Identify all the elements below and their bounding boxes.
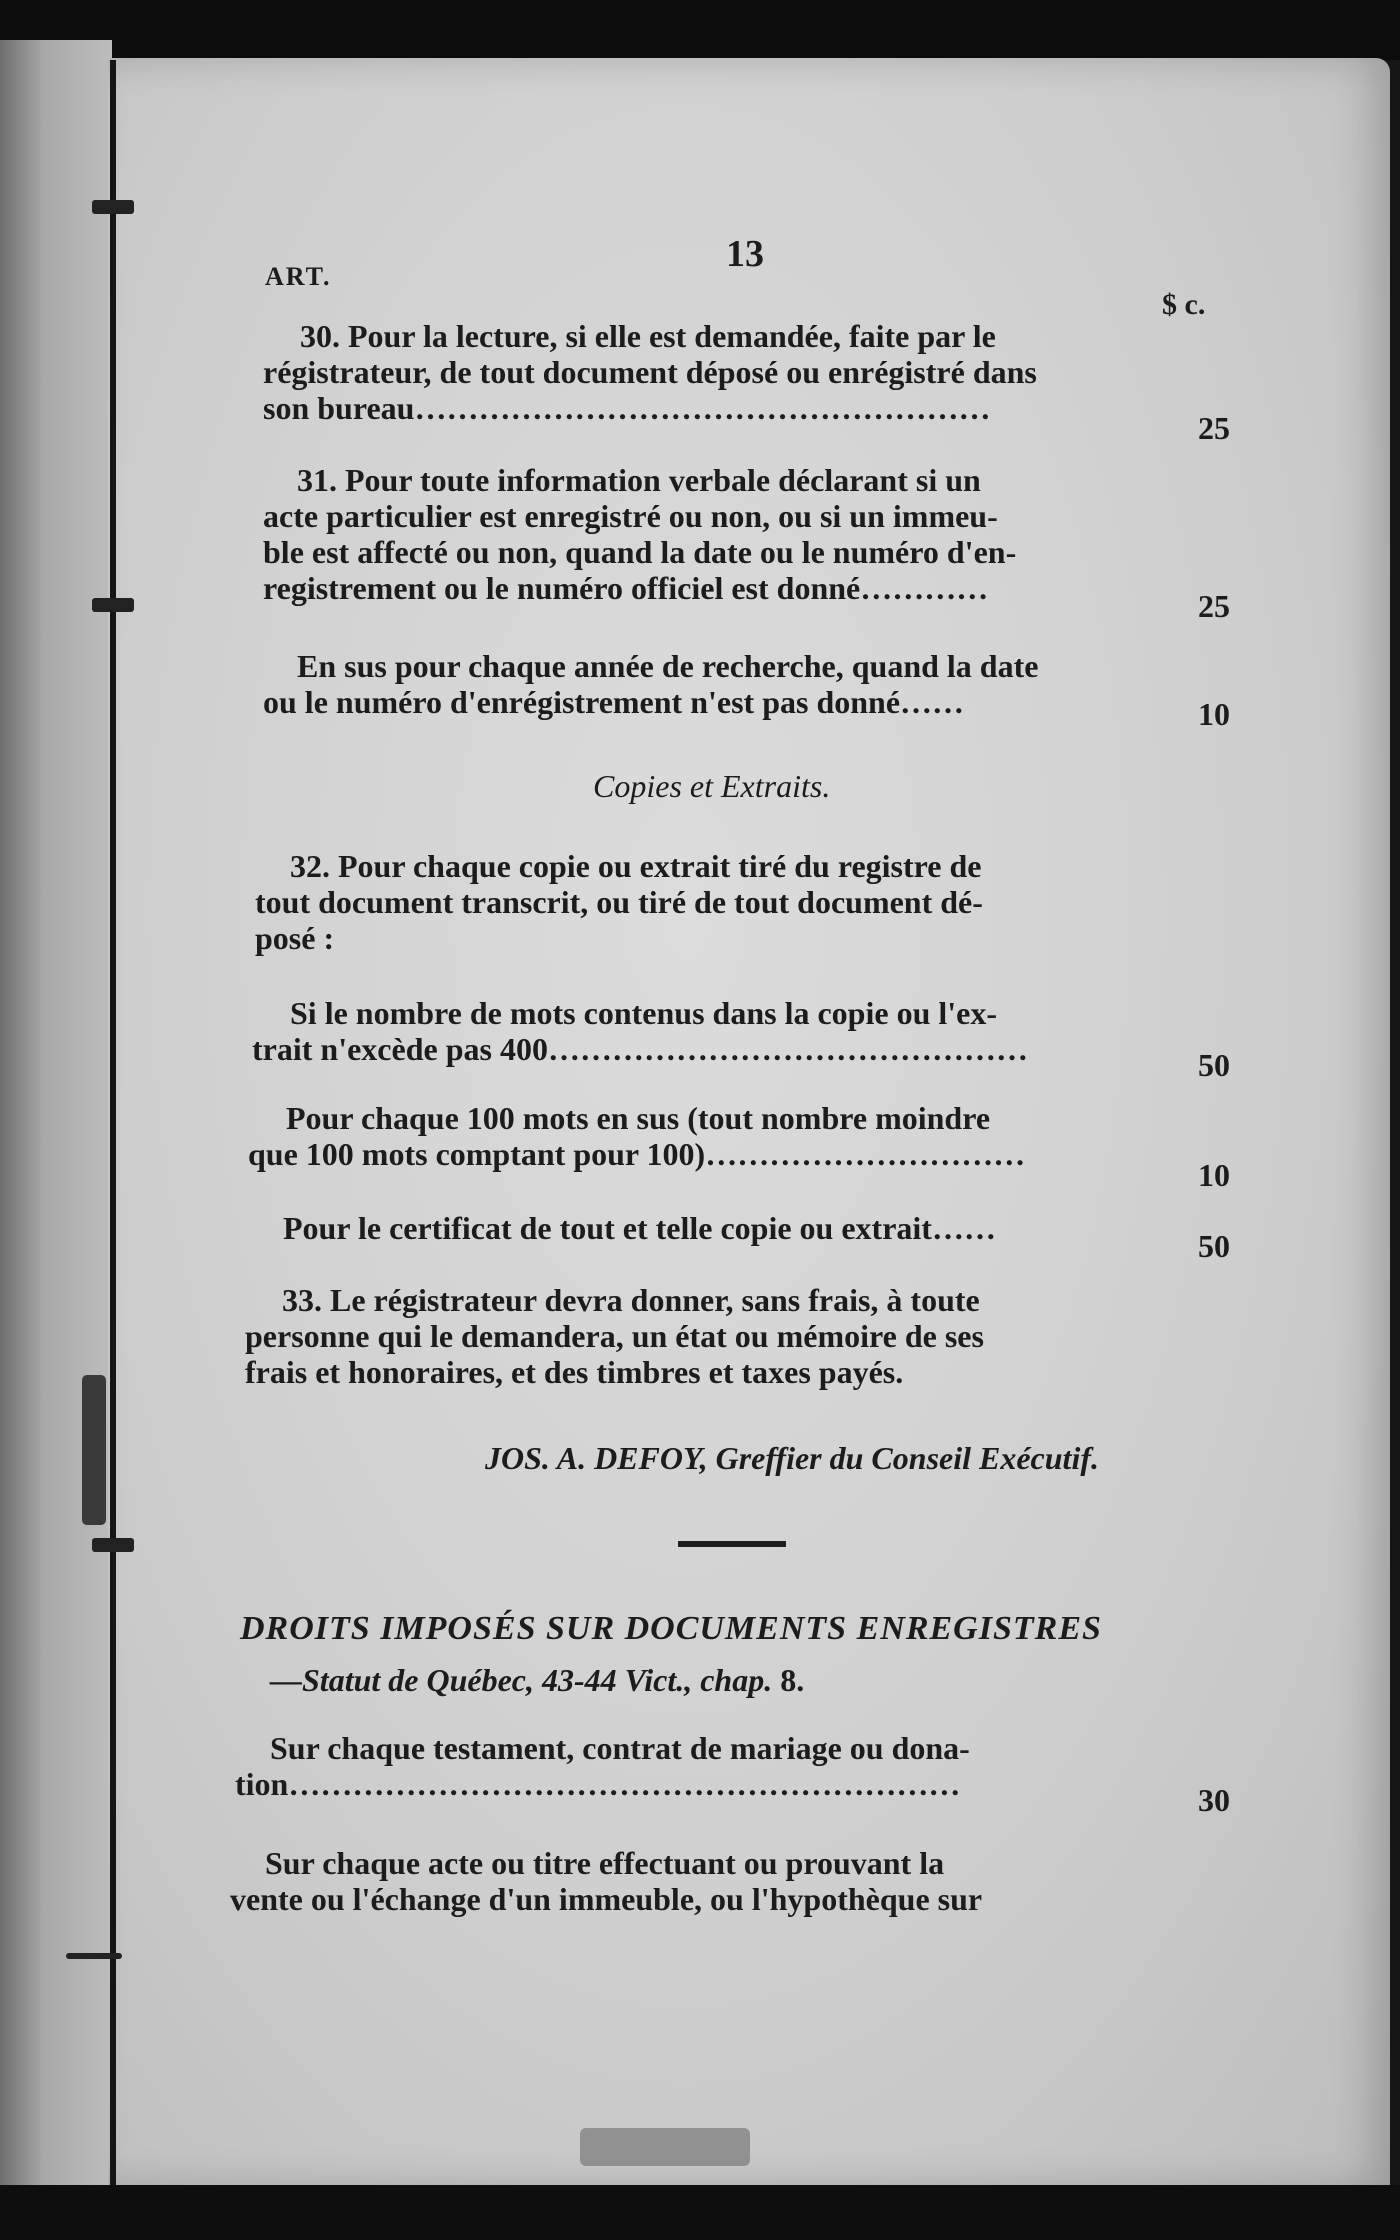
- droits-item-line: Sur chaque acte ou titre effectuant ou prouvant la: [265, 1845, 945, 1881]
- droits-item-line: Sur chaque testament, contrat de mariage ou dona-: [270, 1730, 970, 1766]
- binding-stitch: [92, 1538, 134, 1552]
- leader-dots: ………………………………………………………: [288, 1766, 961, 1802]
- article-33-line: frais et honoraires, et des timbres et taxes payés.: [245, 1354, 904, 1390]
- article-column-header: ART.: [265, 262, 332, 291]
- leader-dots: …………………………: [705, 1136, 1026, 1172]
- droits-item-amount: 30: [1198, 1782, 1230, 1818]
- section-divider: [678, 1541, 786, 1547]
- binding-spine: [110, 60, 116, 2185]
- copy-extra-amount: 10: [1198, 1157, 1230, 1193]
- article-31-amount: 25: [1198, 588, 1230, 624]
- droits-item-line: tion………………………………………………………: [235, 1766, 961, 1802]
- leader-dots: ………………………………………: [547, 1031, 1028, 1067]
- article-32-line: tout document transcrit, ou tiré de tout document dé-: [255, 884, 983, 920]
- leader-dots: ………………………………………………: [414, 390, 991, 426]
- supplement-line: ou le numéro d'enrégistrement n'est pas donné……: [263, 684, 965, 720]
- page-number: 13: [726, 233, 764, 275]
- article-33-line: 33. Le régistrateur devra donner, sans frais, à toute: [282, 1282, 980, 1318]
- certificate-amount: 50: [1198, 1228, 1230, 1264]
- article-32-line: 32. Pour chaque copie ou extrait tiré du registre de: [290, 848, 982, 884]
- amount-column-header: $ c.: [1162, 288, 1206, 321]
- article-31-line: registrement ou le numéro officiel est donné…………: [263, 570, 989, 606]
- article-31-line: ble est affecté ou non, quand la date ou le numéro d'en-: [263, 534, 1017, 570]
- scan-bottom-edge: [0, 2185, 1400, 2240]
- certificate-line: Pour le certificat de tout et telle copie ou extrait……: [283, 1210, 996, 1246]
- binding-stitch: [92, 200, 134, 214]
- copy-rule-line: trait n'excède pas 400………………………………………: [252, 1031, 1028, 1067]
- article-30-amount: 25: [1198, 410, 1230, 446]
- droits-subtitle: —Statut de Québec, 43-44 Vict., chap. 8.: [270, 1662, 805, 1698]
- binding-clip: [82, 1375, 106, 1525]
- supplement-line: En sus pour chaque année de recherche, quand la date: [297, 648, 1039, 684]
- copy-extra-line: Pour chaque 100 mots en sus (tout nombre moindre: [286, 1100, 991, 1136]
- supplement-amount: 10: [1198, 696, 1230, 732]
- binding-stitch: [66, 1953, 122, 1959]
- copy-rule-amount: 50: [1198, 1047, 1230, 1083]
- article-31-line: acte particulier est enregistré ou non, ou si un immeu-: [263, 498, 998, 534]
- paper-smudge: [580, 2128, 750, 2166]
- article-33-line: personne qui le demandera, un état ou mémoire de ses: [245, 1318, 984, 1354]
- leader-dots: ……: [931, 1210, 996, 1246]
- book-binding-edge: [0, 40, 112, 2190]
- section-title: Copies et Extraits.: [593, 768, 831, 804]
- article-31-line: 31. Pour toute information verbale déclarant si un: [297, 462, 981, 498]
- signature: JOS. A. DEFOY, Greffier du Conseil Exécutif.: [485, 1440, 1099, 1476]
- leader-dots: …………: [860, 570, 989, 606]
- article-30-line: son bureau………………………………………………: [263, 390, 991, 426]
- droits-title: DROITS IMPOSÉS SUR DOCUMENTS ENREGISTRES: [240, 1610, 1102, 1647]
- article-32-line: posé :: [255, 920, 335, 956]
- article-30-line: 30. Pour la lecture, si elle est demandée, faite par le: [300, 318, 996, 354]
- copy-extra-line: que 100 mots comptant pour 100)…………………………: [248, 1136, 1026, 1172]
- leader-dots: ……: [900, 684, 965, 720]
- article-30-line: régistrateur, de tout document déposé ou enrégistré dans: [263, 354, 1037, 390]
- binding-stitch: [92, 598, 134, 612]
- copy-rule-line: Si le nombre de mots contenus dans la copie ou l'ex-: [290, 995, 997, 1031]
- droits-item-line: vente ou l'échange d'un immeuble, ou l'hypothèque sur: [230, 1881, 983, 1917]
- scan-top-edge: [0, 0, 1400, 60]
